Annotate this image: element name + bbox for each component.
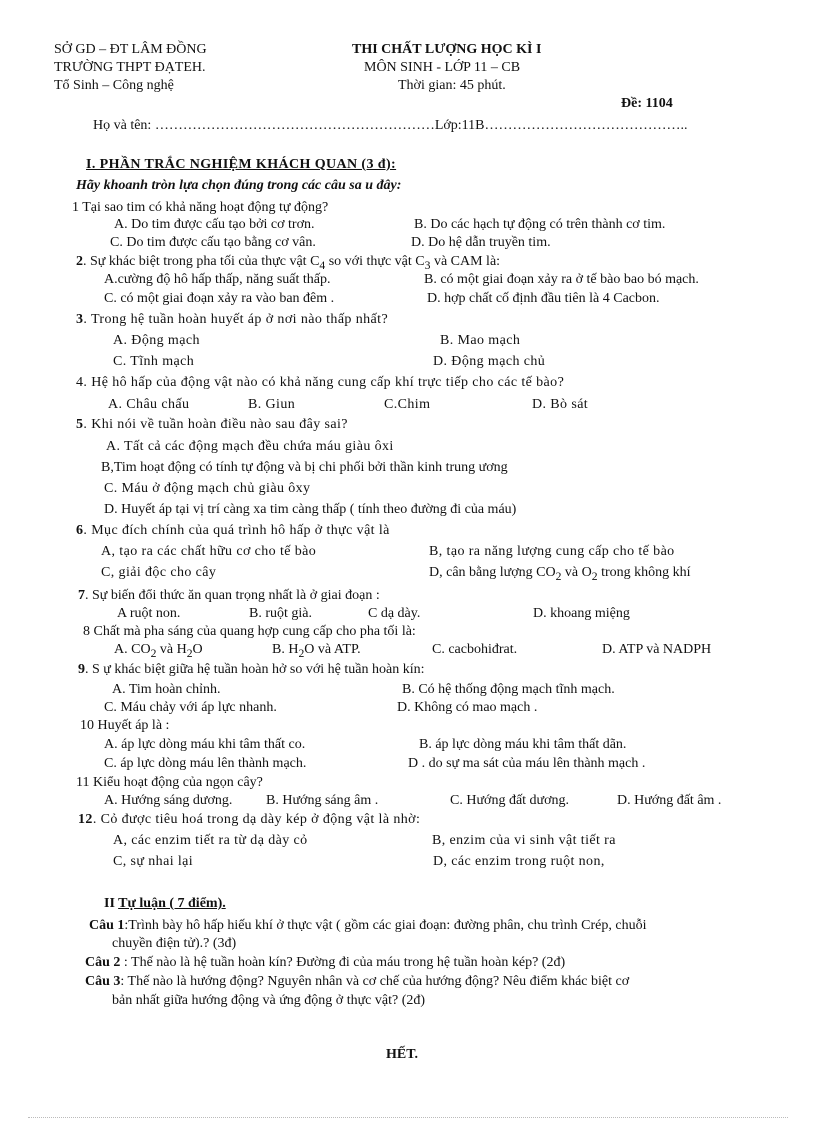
- q6-option-c: C, giải độc cho cây: [101, 565, 217, 580]
- q4-option-c: C.Chim: [384, 397, 431, 412]
- q9-option-c: C. Máu chảy với áp lực nhanh.: [104, 700, 277, 715]
- q2-stem: 2. Sự khác biệt trong pha tối của thực vật $C_4$ so với thực vật $C_3$ và CAM là:: [76, 254, 501, 272]
- essay-q3-cont: bản nhất giữa hướng động và ứng động ở thực vật? (2đ): [112, 993, 426, 1008]
- q2-option-d: D. hợp chất cố định đầu tiên là 4 Cacbon.: [427, 291, 660, 306]
- q7-stem: 7. Sự biến đổi thức ăn quan trọng nhất là ở giai đoạn :: [78, 588, 380, 603]
- q8-option-a: A. $CO_2$ và $H_2O$: [114, 642, 203, 660]
- q1-option-b: B. Do các hạch tự động có trên thành cơ tim.: [414, 217, 666, 232]
- q2-option-c: C. có một giai đoạn xảy ra vào ban đêm .: [104, 291, 335, 306]
- exam-title: THI CHẤT LƯỢNG HỌC KÌ I: [352, 42, 542, 57]
- department-name: SỞ GD – ĐT LÂM ĐỒNG: [54, 42, 207, 57]
- q11-option-a: A. Hướng sáng dương.: [104, 793, 233, 808]
- q10-option-c: C. áp lực dòng máu lên thành mạch.: [104, 756, 307, 771]
- essay-q1-cont: chuyền điện tử).? (3đ): [112, 936, 237, 951]
- q7-option-d: D. khoang miệng: [533, 606, 630, 621]
- q1-stem: 1 Tại sao tim có khả năng hoạt động tự động?: [72, 200, 329, 215]
- q6-option-d: D, cân bằng lượng $CO_2$ và $O_2$ trong không khí: [429, 565, 691, 583]
- q12-option-c: C, sự nhai lại: [113, 854, 194, 869]
- q11-option-d: D. Hướng đất âm .: [617, 793, 722, 808]
- q12-option-d: D, các enzim trong ruột non,: [433, 854, 605, 869]
- team-name: Tổ Sinh – Công nghệ: [54, 78, 174, 93]
- q3-stem: 3. Trong hệ tuần hoàn huyết áp ở nơi nào thấp nhất?: [76, 312, 389, 327]
- q5-option-a: A. Tất cả các động mạch đều chứa máu giàu ôxi: [106, 439, 394, 454]
- q1-option-a: A. Do tim được cấu tạo bởi cơ trơn.: [114, 217, 315, 232]
- q5-option-c: C. Máu ở động mạch chủ giàu ôxy: [104, 481, 311, 496]
- essay-q1: Câu 1:Trình bày hô hấp hiếu khí ở thực vật ( gồm các giai đoạn: đường phân, chu trình Crép, chuỗi: [89, 918, 647, 933]
- name-class-line: Họ và tên: ……………………………………………………Lớp:11B……………………………………..: [93, 118, 688, 133]
- q5-option-b: B,Tim hoạt động có tính tự động và bị chi phối bởi thần kinh trung ương: [101, 460, 508, 475]
- q8-option-b: B. $H_2O$ và ATP.: [272, 642, 361, 660]
- q7-option-c: C dạ dày.: [368, 606, 421, 621]
- bottom-dotted-line: [28, 1117, 788, 1118]
- q3-option-d: D. Động mạch chủ: [433, 354, 546, 369]
- q10-option-d: D . do sự ma sát của máu lên thành mạch .: [408, 756, 646, 771]
- q6-option-a: A, tạo ra các chất hữu cơ cho tế bào: [101, 544, 317, 559]
- q2-option-b: B. có một giai đoạn xảy ra ở tế bào bao bó mạch.: [424, 272, 699, 287]
- q5-stem: 5. Khi nói về tuần hoàn điều nào sau đây sai?: [76, 417, 348, 432]
- q9-stem: 9. S ự khác biệt giữa hệ tuần hoàn hở so với hệ tuần hoàn kín:: [78, 662, 425, 677]
- q10-option-b: B. áp lực dòng máu khi tâm thất dãn.: [419, 737, 627, 752]
- exam-code: Đề: 1104: [621, 96, 673, 111]
- q3-option-b: B. Mao mạch: [440, 333, 521, 348]
- q8-option-d: D. ATP và NADPH: [602, 642, 712, 657]
- part1-instruction: Hãy khoanh tròn lựa chọn đúng trong các câu sa u đây:: [76, 178, 402, 193]
- q4-option-b: B. Giun: [248, 397, 296, 412]
- q12-option-b: B, enzim của vi sinh vật tiết ra: [432, 833, 616, 848]
- q4-option-a: A. Châu chấu: [108, 397, 190, 412]
- part1-title: I. PHẦN TRẮC NGHIỆM KHÁCH QUAN (3 đ):: [86, 157, 397, 172]
- q11-stem: 11 Kiểu hoạt động của ngọn cây?: [76, 775, 263, 790]
- time-line: Thời gian: 45 phút.: [398, 78, 506, 93]
- q6-stem: 6. Mục đích chính của quá trình hô hấp ở thực vật là: [76, 523, 390, 538]
- q4-option-d: D. Bò sát: [532, 397, 589, 412]
- q10-option-a: A. áp lực dòng máu khi tâm thất co.: [104, 737, 306, 752]
- q6-option-b: B, tạo ra năng lượng cung cấp cho tế bào: [429, 544, 675, 559]
- q7-option-a: A ruột non.: [117, 606, 181, 621]
- q4-stem: 4. Hệ hô hấp của động vật nào có khả năng cung cấp khí trực tiếp cho các tế bào?: [76, 375, 565, 390]
- q1-option-d: D. Do hệ dẫn truyền tim.: [411, 235, 551, 250]
- q9-option-a: A. Tim hoàn chỉnh.: [112, 682, 221, 697]
- q2-option-a: A.cường độ hô hấp thấp, năng suất thấp.: [104, 272, 331, 287]
- essay-q2: Câu 2 : Thế nào là hệ tuần hoàn kín? Đường đi của máu trong hệ tuần hoàn kép? (2đ): [85, 955, 566, 970]
- school-name: TRƯỜNG THPT ĐẠTEH.: [54, 60, 206, 75]
- q12-option-a: A, các enzim tiết ra từ dạ dày cỏ: [113, 833, 308, 848]
- part2-title: II Tự luận ( 7 điểm).: [104, 896, 226, 911]
- q3-option-a: A. Động mạch: [113, 333, 200, 348]
- q11-option-c: C. Hướng đất dương.: [450, 793, 570, 808]
- essay-q3: Câu 3: Thế nào là hướng động? Nguyên nhân và cơ chế của hướng động? Nêu điểm khác biệt cơ: [85, 974, 630, 989]
- q11-option-b: B. Hướng sáng âm .: [266, 793, 379, 808]
- q8-option-c: C. cacbohiđrat.: [432, 642, 518, 657]
- q5-option-d: D. Huyết áp tại vị trí càng xa tim càng thấp ( tính theo đường đi của máu): [104, 502, 517, 517]
- q3-option-c: C. Tĩnh mạch: [113, 354, 195, 369]
- q9-option-b: B. Có hệ thống động mạch tĩnh mạch.: [402, 682, 615, 697]
- q8-stem: 8 Chất mà pha sáng của quang hợp cung cấp cho pha tối là:: [83, 624, 416, 639]
- subject-line: MÔN SINH - LỚP 11 – CB: [364, 60, 521, 75]
- q9-option-d: D. Không có mao mạch .: [397, 700, 538, 715]
- end-marker: HẾT.: [386, 1047, 419, 1062]
- q1-option-c: C. Do tim được cấu tạo bằng cơ vân.: [110, 235, 316, 250]
- q7-option-b: B. ruột già.: [249, 606, 312, 621]
- q12-stem: 12. Cỏ được tiêu hoá trong dạ dày kép ở động vật là nhờ:: [78, 812, 421, 827]
- q10-stem: 10 Huyết áp là :: [80, 718, 170, 733]
